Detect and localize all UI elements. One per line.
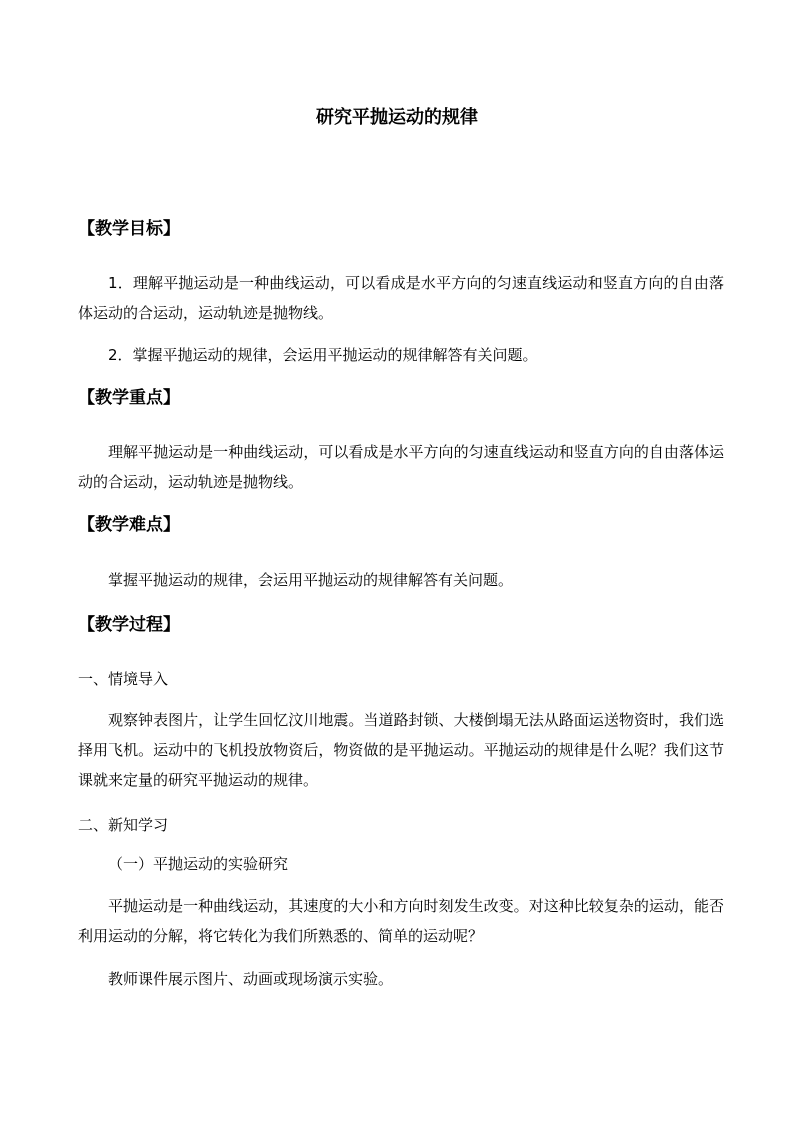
experiment-text-2: 教师课件展示图片、动画或现场演示实验。 [108, 970, 394, 988]
key-points-text: 理解平抛运动是一种曲线运动，可以看成是水平方向的匀速直线运动和竖直方向的自由落体运动的合运动，运动轨迹是抛物线。 [78, 443, 724, 491]
section-title-new-learning: 二、新知学习 [78, 816, 169, 834]
key-points-heading: 【教学重点】 [78, 388, 180, 408]
difficulties-heading: 【教学难点】 [78, 515, 180, 535]
subsection-title-experiment: （一）平抛运动的实验研究 [108, 855, 289, 873]
objective-item-2: 2．掌握平抛运动的规律，会运用平抛运动的规律解答有关问题。 [108, 346, 538, 364]
document-title: 研究平抛运动的规律 [316, 107, 478, 128]
objective-item-1: 1．理解平抛运动是一种曲线运动，可以看成是水平方向的匀速直线运动和竖直方向的自由落体运动的合运动，运动轨迹是抛物线。 [78, 274, 724, 322]
section-title-intro: 一、情境导入 [78, 670, 169, 688]
difficulties-text: 掌握平抛运动的规律，会运用平抛运动的规律解答有关问题。 [108, 571, 514, 589]
experiment-text: 平抛运动是一种曲线运动，其速度的大小和方向时刻发生改变。对这种比较复杂的运动，能否利用运动的分解，将它转化为我们所熟悉的、简单的运动呢？ [78, 897, 724, 945]
objectives-heading: 【教学目标】 [78, 219, 180, 239]
intro-text: 观察钟表图片，让学生回忆汶川地震。当道路封锁、大楼倒塌无法从路面运送物资时，我们选择用飞机。运动中的飞机投放物资后，物资做的是平抛运动。平抛运动的规律是什么呢？我们这节课就来定量的研究平抛运动的规律。 [78, 711, 724, 789]
process-heading: 【教学过程】 [78, 615, 180, 635]
